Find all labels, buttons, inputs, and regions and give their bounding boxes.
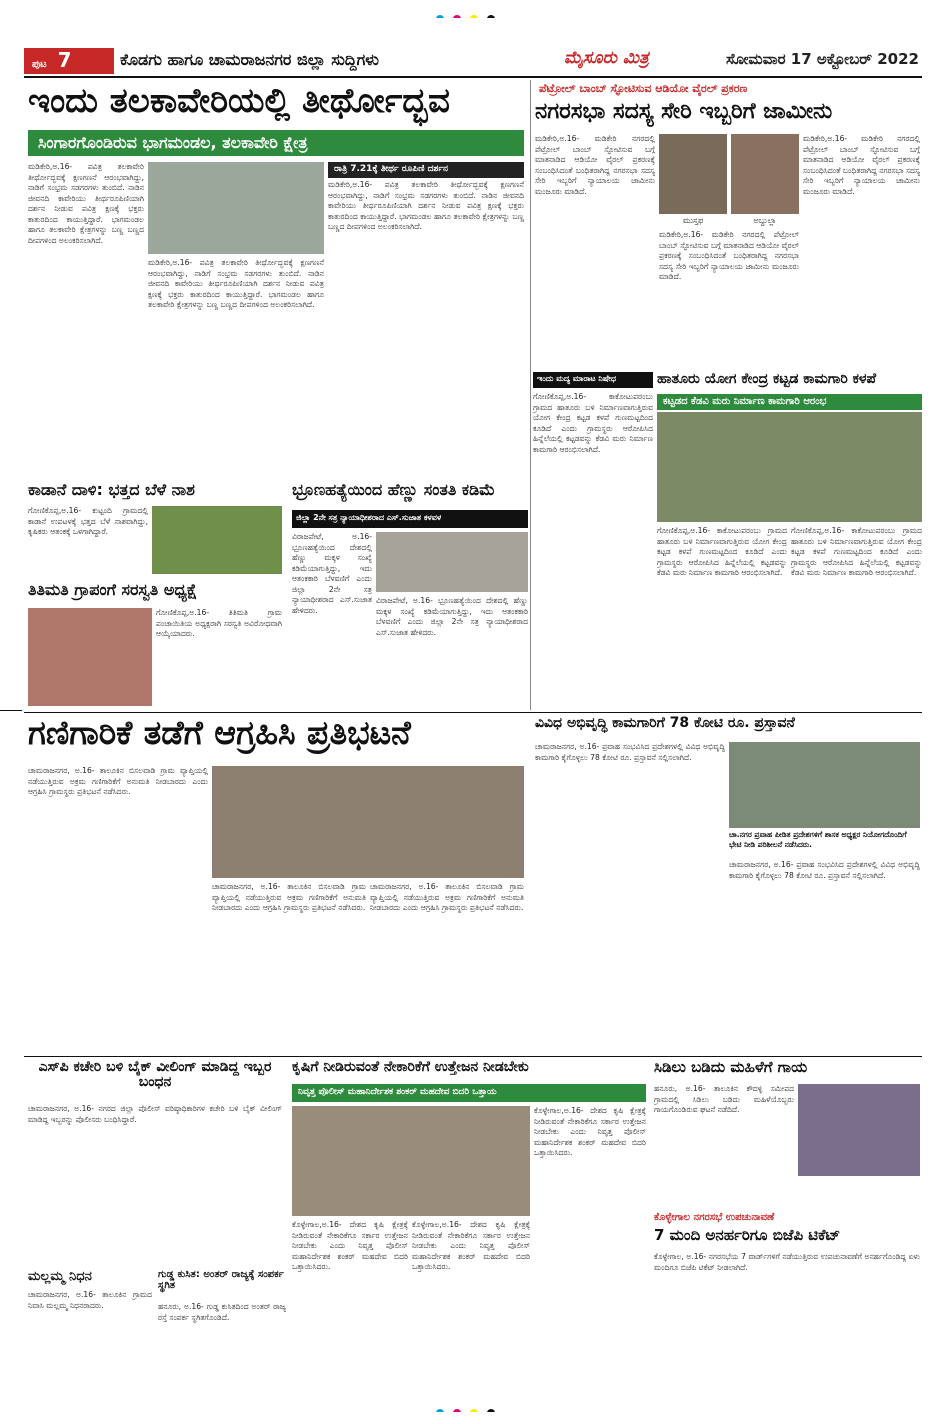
- page-tag: ಪುಟ: [32, 59, 47, 70]
- print-color-marks-top: [436, 8, 506, 18]
- kicker-banner: ಪೆಟ್ರೋಲ್ ಬಾಂಬ್ ಸ್ಫೋಟಿಸುವ ಆಡಿಯೋ ವೈರಲ್ ಪ್ರಕರಣ: [533, 80, 922, 98]
- felicitation-photo: [292, 1106, 530, 1216]
- article-body-cont: ಚಾಮರಾಜನಗರ, ಅ.16- ತಾಲೂಕಿನ ಬಿಸಲವಾಡಿ ಗ್ರಾಮ ವ್ಯಾಪ್ತಿಯಲ್ಲಿ ನಡೆಯುತ್ತಿರುವ ಅಕ್ರಮ ಗಣಿಗಾರಿಕೆಗೆ ಅನುಮತಿ ನೀಡಬಾರದು ಎಂದು ಆಗ್ರಹಿಸಿ ಗ್ರಾಮಸ್ಥರು ಪ್ರತಿಭಟನೆ ನಡೆಸಿದರು.: [212, 882, 366, 912]
- construction-photo: [657, 412, 922, 522]
- masthead-rule: [24, 76, 922, 78]
- photo-caption: ರಾತ್ರಿ 7.21ಕ್ಕೆ ತೀರ್ಥ ರೂಪಿಣಿ ದರ್ಶನ: [328, 162, 524, 178]
- column-divider: [530, 80, 531, 710]
- article-body: ವಿರಾಜಪೇಟೆ, ಅ.16- ಭ್ರೂಣಹತ್ಯೆಯಿಂದ ದೇಶದಲ್ಲಿ ಹೆಣ್ಣು ಮಕ್ಕಳ ಸಂಖ್ಯೆ ಕಡಿಮೆಯಾಗುತ್ತಿದ್ದು, ಇದು ಆತಂಕಕಾರಿ ಬೆಳವಣಿಗೆ ಎಂದು ಜಿಲ್ಲಾ 2ನೇ ಸತ್ರ ನ್ಯಾಯಾಧೀಶರಾದ ಎಸ್.ಸುಜಾತ ಹೇಳಿದರು.: [292, 532, 372, 615]
- subhead-banner: ನಿವೃತ್ತ ಪೊಲೀಸ್ ಮಹಾನಿರ್ದೇಶಕ ಶಂಕರ್ ಮಹದೇವ ಬಿದರಿ ಒತ್ತಾಯ: [292, 1084, 646, 1102]
- headline: ವಿವಿಧ ಅಭಿವೃದ್ಧಿ ಕಾಮಗಾರಿಗೆ 78 ಕೋಟಿ ರೂ. ಪ್ರಸ್ತಾವನೆ: [535, 716, 795, 731]
- article-body-cont: ಗೋಣಿಕೊಪ್ಪ,ಅ.16- ಕಾಕೋಟುಪರಂಬು ಗ್ರಾಮದ ಹಾತೂರು ಬಳಿ ನಿರ್ಮಾಣವಾಗುತ್ತಿರುವ ಯೋಗ ಕೇಂದ್ರ ಕಟ್ಟಡ ಕಳಪೆ ಗುಣಮಟ್ಟದಿಂದ ಕೂಡಿದೆ ಎಂದು ಗ್ರಾಮಸ್ಥರು ಆರೋಪಿಸಿದ ಹಿನ್ನೆಲೆಯಲ್ಲಿ ಕಟ್ಟಡವನ್ನು ಕೆಡವಿ ಮರು ನಿರ್ಮಾಣ ಕಾಮಗಾರಿ ಆರಂಭಿಸಲಾಗಿದೆ.: [657, 526, 787, 577]
- story-lightning: [652, 1058, 922, 1208]
- article-body-cont2: ಕೊಳ್ಳೇಗಾಲ,ಅ.16- ದೇಶದ ಕೃಷಿ ಕ್ಷೇತ್ರಕ್ಕೆ ನೀಡಿರುವಂತೆ ನೇಕಾರಿಕೆಗೂ ಸರ್ಕಾರ ಉತ್ತೇಜನ ನೀಡಬೇಕು ಎಂದು ನಿವೃತ್ತ ಪೊಲೀಸ್ ಮಹಾನಿರ್ದೇಶಕ ಶಂಕರ್ ಮಹದೇವ ಬಿದರಿ ಒತ್ತಾಯಿಸಿದರು.: [412, 1220, 530, 1271]
- headline: 7 ಮಂದಿ ಅನರ್ಹರಿಗೂ ಬಿಜೆಪಿ ಟಿಕೆಟ್: [654, 1228, 841, 1244]
- story-talakaveri: [24, 80, 528, 478]
- print-color-marks-bottom: [436, 1402, 506, 1412]
- story-obituary: [24, 1268, 152, 1398]
- article-body-cont2: ಮಡಿಕೇರಿ,ಅ.16- ಮಡಿಕೇರಿ ನಗರದಲ್ಲಿ ಪೆಟ್ರೋಲ್ ಬಾಂಬ್ ಸ್ಫೋಟಿಸುವ ಬಗ್ಗೆ ಮಾತನಾಡಿದ ಆಡಿಯೋ ವೈರಲ್ ಪ್ರಕರಣಕ್ಕೆ ಸಂಬಂಧಿಸಿದಂತೆ ಬಂಧಿತರಾಗಿದ್ದ ನಗರಸಭಾ ಸದಸ್ಯ ಸೇರಿ ಇಬ್ಬರಿಗೆ ನ್ಯಾಯಾಲಯ ಜಾಮೀನು ಮಂಜೂರು ಮಾಡಿದೆ.: [803, 134, 920, 196]
- kicker: ಕೊಳ್ಳೇಗಾಲ ನಗರಸಭೆ ಉಪಚುನಾವಣೆ: [654, 1212, 775, 1223]
- portrait-label-1: ಮುಸ್ತಫ: [682, 216, 704, 225]
- story-hathuru: [533, 372, 922, 710]
- headline: ಗುಡ್ಡ ಕುಸಿತ: ಅಂತರ್ ರಾಜ್ಯಕ್ಕೆ ಸಂಪರ್ಕ ಸ್ಥಗಿತ: [158, 1270, 284, 1291]
- story-sp-office: [24, 1058, 286, 1266]
- event-stage-photo: [376, 532, 528, 592]
- headline: ಕಾಡಾನೆ ದಾಳಿ: ಭತ್ತದ ಬೆಳೆ ನಾಶ: [28, 482, 195, 499]
- headline: ಹಾತೂರು ಯೋಗ ಕೇಂದ್ರ ಕಟ್ಟಡ ಕಾಮಗಾರಿ ಕಳಪೆ: [657, 372, 877, 387]
- story-elephant: [24, 480, 286, 578]
- liquor-ban-label: ಇಂದು ಮದ್ಯ ಮಾರಾಟ ನಿಷೇಧ: [533, 372, 653, 388]
- section-rule: [24, 712, 922, 713]
- article-body: ಚಾಮರಾಜನಗರ, ಅ.16- ಪ್ರವಾಹ ಸಂಭವಿಸಿದ ಪ್ರದೇಶಗಳಲ್ಲಿ ವಿವಿಧ ಅಭಿವೃದ್ಧಿ ಕಾಮಗಾರಿ ಕೈಗೊಳ್ಳಲು 78 ಕೋಟಿ ರೂ. ಪ್ರಸ್ತಾವನೆ ಸಲ್ಲಿಸಲಾಗಿದೆ.: [535, 742, 725, 762]
- story-development: [533, 714, 922, 1054]
- story-weaving: [290, 1058, 648, 1398]
- article-body-cont2: ಮಡಿಕೇರಿ,ಅ.16- ಪವಿತ್ರ ತಲಕಾವೇರಿ ತೀರ್ಥೋದ್ಭವಕ್ಕೆ ಕ್ಷಣಗಣನೆ ಆರಂಭವಾಗಿದ್ದು, ನಾಡಿಗೆ ಸಂಭ್ರಮ ಸಡಗರಗಳು ತುಂಬಿದೆ. ನಾಡಿನ ಜೀವನದಿ ಕಾವೇರಿಯು ತೀರ್ಥರೂಪಿಣಿಯಾಗಿ ದರ್ಶನ ನೀಡುವ ಪವಿತ್ರ ಕ್ಷಣಕ್ಕೆ ಭಕ್ತರು ಕಾತುರದಿಂದ ಕಾಯುತ್ತಿದ್ದಾರೆ. ಭಾಗಮಂಡಲ ಹಾಗೂ ತಲಕಾವೇರಿ ಕ್ಷೇತ್ರಗಳನ್ನು ಬಣ್ಣ ಬಣ್ಣದ ದೀಪಗಳಿಂದ ಅಲಂಕರಿಸಲಾಗಿದೆ.: [148, 258, 324, 309]
- headline: ನಗರಸಭಾ ಸದಸ್ಯ ಸೇರಿ ಇಬ್ಬರಿಗೆ ಜಾಮೀನು: [535, 100, 833, 124]
- article-body: ಚಾಮರಾಜನಗರ, ಅ.16- ತಾಲೂಕಿನ ಬಿಸಲವಾಡಿ ಗ್ರಾಮ ವ್ಯಾಪ್ತಿಯಲ್ಲಿ ನಡೆಯುತ್ತಿರುವ ಅಕ್ರಮ ಗಣಿಗಾರಿಕೆಗೆ ಅನುಮತಿ ನೀಡಬಾರದು ಎಂದು ಆಗ್ರಹಿಸಿ ಗ್ರಾಮಸ್ಥರು ಪ್ರತಿಭಟನೆ ನಡೆಸಿದರು.: [28, 766, 208, 796]
- portrait-label-2: ಅಬ್ದುಲ್ಲಾ: [753, 216, 777, 225]
- story-landslide: [156, 1268, 286, 1398]
- headline: ಇಂದು ತಲಕಾವೇರಿಯಲ್ಲಿ ತೀರ್ಥೋದ್ಭವ: [28, 84, 450, 121]
- inspection-photo: [729, 742, 920, 828]
- article-body-cont2: ಚಾಮರಾಜನಗರ, ಅ.16- ತಾಲೂಕಿನ ಬಿಸಲವಾಡಿ ಗ್ರಾಮ ವ್ಯಾಪ್ತಿಯಲ್ಲಿ ನಡೆಯುತ್ತಿರುವ ಅಕ್ರಮ ಗಣಿಗಾರಿಕೆಗೆ ಅನುಮತಿ ನೀಡಬಾರದು ಎಂದು ಆಗ್ರಹಿಸಿ ಗ್ರಾಮಸ್ಥರು ಪ್ರತಿಭಟನೆ ನಡೆಸಿದರು.: [370, 882, 524, 912]
- article-body: ಗೋಣಿಕೊಪ್ಪ,ಅ.16- ಕುಟ್ಟಂದಿ ಗ್ರಾಮದಲ್ಲಿ ಕಾಡಾನೆ ಉಪಟಳಕ್ಕೆ ಭತ್ತದ ಬೆಳೆ ನಾಶವಾಗಿದ್ದು, ಕೃಷಿಕರು ಆತಂಕಕ್ಕೆ ಒಳಗಾಗಿದ್ದಾರೆ.: [28, 506, 148, 536]
- headline: ಕೃಷಿಗೆ ನೀಡಿರುವಂತೆ ನೇಕಾರಿಕೆಗೆ ಉತ್ತೇಜನ ನೀಡಬೇಕು: [292, 1060, 529, 1075]
- headline: ಮಲ್ಲಮ್ಮ ನಿಧನ: [28, 1270, 92, 1284]
- article-body-cont: ವಿರಾಜಪೇಟೆ, ಅ.16- ಭ್ರೂಣಹತ್ಯೆಯಿಂದ ದೇಶದಲ್ಲಿ ಹೆಣ್ಣು ಮಕ್ಕಳ ಸಂಖ್ಯೆ ಕಡಿಮೆಯಾಗುತ್ತಿದ್ದು, ಇದು ಆತಂಕಕಾರಿ ಬೆಳವಣಿಗೆ ಎಂದು ಜಿಲ್ಲಾ 2ನೇ ಸತ್ರ ನ್ಯಾಯಾಧೀಶರಾದ ಎಸ್.ಸುಜಾತ ಹೇಳಿದರು.: [376, 596, 528, 637]
- article-body: ಮಡಿಕೇರಿ,ಅ.16- ಮಡಿಕೇರಿ ನಗರದಲ್ಲಿ ಪೆಟ್ರೋಲ್ ಬಾಂಬ್ ಸ್ಫೋಟಿಸುವ ಬಗ್ಗೆ ಮಾತನಾಡಿದ ಆಡಿಯೋ ವೈರಲ್ ಪ್ರಕರಣಕ್ಕೆ ಸಂಬಂಧಿಸಿದಂತೆ ಬಂಧಿತರಾಗಿದ್ದ ನಗರಸಭಾ ಸದಸ್ಯ ಸೇರಿ ಇಬ್ಬರಿಗೆ ನ್ಯಾಯಾಲಯ ಜಾಮೀನು ಮಂಜೂರು ಮಾಡಿದೆ.: [535, 134, 655, 196]
- section-title: ಕೊಡಗು ಹಾಗೂ ಚಾಮರಾಜನಗರ ಜಿಲ್ಲಾ ಸುದ್ದಿಗಳು: [120, 50, 380, 69]
- article-body-cont: ಚಾಮರಾಜನಗರ, ಅ.16- ಪ್ರವಾಹ ಸಂಭವಿಸಿದ ಪ್ರದೇಶಗಳಲ್ಲಿ ವಿವಿಧ ಅಭಿವೃದ್ಧಿ ಕಾಮಗಾರಿ ಕೈಗೊಳ್ಳಲು 78 ಕೋಟಿ ರೂ. ಪ್ರಸ್ತಾವನೆ ಸಲ್ಲಿಸಲಾಗಿದೆ.: [729, 860, 920, 880]
- subhead-banner: ಜಿಲ್ಲಾ 2ನೇ ಸತ್ರ ನ್ಯಾಯಾಧೀಶರಾದ ಎಸ್.ಸುಜಾತ ಕಳವಳ: [292, 510, 528, 528]
- headline: ತಿತಿಮತಿ ಗ್ರಾಪಂಗೆ ಸರಸ್ವತಿ ಅಧ್ಯಕ್ಷೆ: [28, 582, 198, 599]
- article-body: ಕೊಳ್ಳೇಗಾಲ, ಅ.16- ನಗರಸಭೆಯ 7 ವಾರ್ಡ್‌ಗಳಿಗೆ ನಡೆಯುತ್ತಿರುವ ಉಪಚುನಾವಣೆಗೆ ಅನರ್ಹಗೊಂಡಿದ್ದ ಏಳು ಮಂದಿಗೂ ಬಿಜೆಪಿ ಟಿಕೆಟ್ ನೀಡಲಾಗಿದೆ.: [654, 1252, 920, 1272]
- section-rule-bottom: [24, 1056, 922, 1057]
- story-mining: [24, 714, 528, 1054]
- story-kollegal: [652, 1210, 922, 1398]
- headline: ಭ್ರೂಣಹತ್ಯೆಯಿಂದ ಹೆಣ್ಣು ಸಂತತಿ ಕಡಿಮೆ: [292, 482, 496, 499]
- article-body: ಹನೂರು, ಅ.16- ಗುಡ್ಡ ಕುಸಿತದಿಂದ ಅಂತರ್ ರಾಜ್ಯ ರಸ್ತೆ ಸಂಪರ್ಕ ಸ್ಥಗಿತಗೊಂಡಿದೆ.: [158, 1302, 286, 1322]
- article-body: ಗೋಣಿಕೊಪ್ಪ,ಅ.16- ತಿತಿಮತಿ ಗ್ರಾಮ ಪಂಚಾಯಿತಿಯ ಅಧ್ಯಕ್ಷರಾಗಿ ಸರಸ್ವತಿ ಅವಿರೋಧವಾಗಿ ಆಯ್ಕೆಯಾದರು.: [156, 608, 282, 638]
- article-body-cont: ಮಡಿಕೇರಿ,ಅ.16- ಪವಿತ್ರ ತಲಕಾವೇರಿ ತೀರ್ಥೋದ್ಭವಕ್ಕೆ ಕ್ಷಣಗಣನೆ ಆರಂಭವಾಗಿದ್ದು, ನಾಡಿಗೆ ಸಂಭ್ರಮ ಸಡಗರಗಳು ತುಂಬಿದೆ. ನಾಡಿನ ಜೀವನದಿ ಕಾವೇರಿಯು ತೀರ್ಥರೂಪಿಣಿಯಾಗಿ ದರ್ಶನ ನೀಡುವ ಪವಿತ್ರ ಕ್ಷಣಕ್ಕೆ ಭಕ್ತರು ಕಾತುರದಿಂದ ಕಾಯುತ್ತಿದ್ದಾರೆ. ಭಾಗಮಂಡಲ ಹಾಗೂ ತಲಕಾವೇರಿ ಕ್ಷೇತ್ರಗಳನ್ನು ಬಣ್ಣ ಬಣ್ಣದ ದೀಪಗಳಿಂದ ಅಲಂಕರಿಸಲಾಗಿದೆ.: [328, 180, 524, 231]
- protest-photo: [212, 766, 524, 878]
- article-body-cont2: ಗೋಣಿಕೊಪ್ಪ,ಅ.16- ಕಾಕೋಟುಪರಂಬು ಗ್ರಾಮದ ಹಾತೂರು ಬಳಿ ನಿರ್ಮಾಣವಾಗುತ್ತಿರುವ ಯೋಗ ಕೇಂದ್ರ ಕಟ್ಟಡ ಕಳಪೆ ಗುಣಮಟ್ಟದಿಂದ ಕೂಡಿದೆ ಎಂದು ಗ್ರಾಮಸ್ಥರು ಆರೋಪಿಸಿದ ಹಿನ್ನೆಲೆಯಲ್ಲಿ ಕಟ್ಟಡವನ್ನು ಕೆಡವಿ ಮರು ನಿರ್ಮಾಣ ಕಾಮಗಾರಿ ಆರಂಭಿಸಲಾಗಿದೆ.: [791, 526, 922, 577]
- margin-mark: [0, 710, 22, 711]
- story-foeticide: [290, 480, 530, 710]
- article-body-cont: ಮಡಿಕೇರಿ,ಅ.16- ಮಡಿಕೇರಿ ನಗರದಲ್ಲಿ ಪೆಟ್ರೋಲ್ ಬಾಂಬ್ ಸ್ಫೋಟಿಸುವ ಬಗ್ಗೆ ಮಾತನಾಡಿದ ಆಡಿಯೋ ವೈರಲ್ ಪ್ರಕರಣಕ್ಕೆ ಸಂಬಂಧಿಸಿದಂತೆ ಬಂಧಿತರಾಗಿದ್ದ ನಗರಸಭಾ ಸದಸ್ಯ ಸೇರಿ ಇಬ್ಬರಿಗೆ ನ್ಯಾಯಾಲಯ ಜಾಮೀನು ಮಂಜೂರು ಮಾಡಿದೆ.: [659, 230, 799, 281]
- hospital-photo: [798, 1084, 920, 1176]
- article-body: ಚಾಮರಾಜನಗರ, ಅ.16- ನಗರದ ಜಿಲ್ಲಾ ಪೊಲೀಸ್ ವರಿಷ್ಠಾಧಿಕಾರಿಗಳ ಕಚೇರಿ ಬಳಿ ಬೈಕ್ ವೀಲಿಂಗ್ ಮಾಡಿದ್ದ ಇಬ್ಬರನ್ನು ಪೊಲೀಸರು ಬಂಧಿಸಿದ್ದಾರೆ.: [28, 1104, 282, 1124]
- subhead-banner: ಕಟ್ಟಡದ ಕೆಡವಿ ಮರು ನಿರ್ಮಾಣ ಕಾಮಗಾರಿ ಆರಂಭ: [657, 394, 922, 410]
- photo-caption: ಚಾ.ನಗರ ಪ್ರವಾಹ ಪೀಡಿತ ಪ್ರದೇಶಗಳಿಗೆ ಶಾಸಕ ಅಧ್ಯಕ್ಷರ ನಿಯೋಗದೊಂದಿಗೆ ಭೇಟಿ ನೀಡಿ ಪರಿಶೀಲನೆ ನಡೆಸಿದರು.: [729, 830, 907, 849]
- portrait-photo-1: [659, 134, 727, 214]
- article-body-cont: ಕೊಳ್ಳೇಗಾಲ,ಅ.16- ದೇಶದ ಕೃಷಿ ಕ್ಷೇತ್ರಕ್ಕೆ ನೀಡಿರುವಂತೆ ನೇಕಾರಿಕೆಗೂ ಸರ್ಕಾರ ಉತ್ತೇಜನ ನೀಡಬೇಕು ಎಂದು ನಿವೃತ್ತ ಪೊಲೀಸ್ ಮಹಾನಿರ್ದೇಶಕ ಶಂಕರ್ ಮಹದೇವ ಬಿದರಿ ಒತ್ತಾಯಿಸಿದರು.: [292, 1220, 408, 1271]
- paddy-field-photo: [152, 506, 282, 574]
- headline: ಗಣಿಗಾರಿಕೆ ತಡೆಗೆ ಆಗ್ರಹಿಸಿ ಪ್ರತಿಭಟನೆ: [28, 716, 411, 752]
- page-masthead: [24, 48, 922, 74]
- article-body: ಹನೂರು, ಅ.16- ತಾಲೂಕಿನ ಕೌದಳ್ಳಿ ಸಮೀಪದ ಗ್ರಾಮದಲ್ಲಿ ಸಿಡಿಲು ಬಡಿದು ಮಹಿಳೆಯೊಬ್ಬರು ಗಾಯಗೊಂಡಿರುವ ಘಟನೆ ನಡೆದಿದೆ.: [654, 1084, 794, 1114]
- headline: ಸಿಡಿಲು ಬಡಿದು ಮಹಿಳೆಗೆ ಗಾಯ: [654, 1060, 808, 1076]
- article-body: ಮಡಿಕೇರಿ,ಅ.16- ಪವಿತ್ರ ತಲಕಾವೇರಿ ತೀರ್ಥೋದ್ಭವಕ್ಕೆ ಕ್ಷಣಗಣನೆ ಆರಂಭವಾಗಿದ್ದು, ನಾಡಿಗೆ ಸಂಭ್ರಮ ಸಡಗರಗಳು ತುಂಬಿದೆ. ನಾಡಿನ ಜೀವನದಿ ಕಾವೇರಿಯು ತೀರ್ಥರೂಪಿಣಿಯಾಗಿ ದರ್ಶನ ನೀಡುವ ಪವಿತ್ರ ಕ್ಷಣಕ್ಕೆ ಭಕ್ತರು ಕಾತುರದಿಂದ ಕಾಯುತ್ತಿದ್ದಾರೆ. ಭಾಗಮಂಡಲ ಹಾಗೂ ತಲಕಾವೇರಿ ಕ್ಷೇತ್ರಗಳನ್ನು ಬಣ್ಣ ಬಣ್ಣದ ದೀಪಗಳಿಂದ ಅಲಂಕರಿಸಲಾಗಿದೆ.: [28, 162, 144, 245]
- article-body: ಗೋಣಿಕೊಪ್ಪ,ಅ.16- ಕಾಕೋಟುಪರಂಬು ಗ್ರಾಮದ ಹಾತೂರು ಬಳಿ ನಿರ್ಮಾಣವಾಗುತ್ತಿರುವ ಯೋಗ ಕೇಂದ್ರ ಕಟ್ಟಡ ಕಳಪೆ ಗುಣಮಟ್ಟದಿಂದ ಕೂಡಿದೆ ಎಂದು ಗ್ರಾಮಸ್ಥರು ಆರೋಪಿಸಿದ ಹಿನ್ನೆಲೆಯಲ್ಲಿ ಕಟ್ಟಡವನ್ನು ಕೆಡವಿ ಮರು ನಿರ್ಮಾಣ ಕಾಮಗಾರಿ ಆರಂಭಿಸಲಾಗಿದೆ.: [533, 392, 653, 454]
- page-number: 7: [57, 48, 72, 72]
- story-thithimathi: [24, 580, 286, 710]
- subhead-banner: ಸಿಂಗಾರಗೊಂಡಿರುವ ಭಾಗಮಂಡಲ, ತಲಕಾವೇರಿ ಕ್ಷೇತ್ರ: [28, 130, 524, 156]
- article-body: ಚಾಮರಾಜನಗರ, ಅ.16- ತಾಲೂಕಿನ ಗ್ರಾಮದ ನಿವಾಸಿ ಮಲ್ಲಮ್ಮ ನಿಧನರಾದರು.: [28, 1290, 152, 1310]
- temple-photo: [148, 162, 324, 254]
- paper-logo: ಮೈಸೂರು ಮಿತ್ರ: [564, 48, 649, 68]
- story-petrol-bomb: [533, 80, 922, 370]
- portrait-photo-2: [731, 134, 799, 214]
- issue-date: ಸೋಮವಾರ 17 ಅಕ್ಟೋಬರ್ 2022: [725, 50, 919, 68]
- article-body: ಕೊಳ್ಳೇಗಾಲ,ಅ.16- ದೇಶದ ಕೃಷಿ ಕ್ಷೇತ್ರಕ್ಕೆ ನೀಡಿರುವಂತೆ ನೇಕಾರಿಕೆಗೂ ಸರ್ಕಾರ ಉತ್ತೇಜನ ನೀಡಬೇಕು ಎಂದು ನಿವೃತ್ತ ಪೊಲೀಸ್ ಮಹಾನಿರ್ದೇಶಕ ಶಂಕರ್ ಮಹದೇವ ಬಿದರಿ ಒತ್ತಾಯಿಸಿದರು.: [534, 1106, 646, 1157]
- headline: ಎಸ್‌ಪಿ ಕಚೇರಿ ಬಳಿ ಬೈಕ್ ವೀಲಿಂಗ್ ಮಾಡಿದ್ದ ಇಬ್ಬರ ಬಂಧನ: [38, 1060, 272, 1090]
- page-number-badge: [24, 48, 114, 74]
- officials-photo: [28, 608, 152, 706]
